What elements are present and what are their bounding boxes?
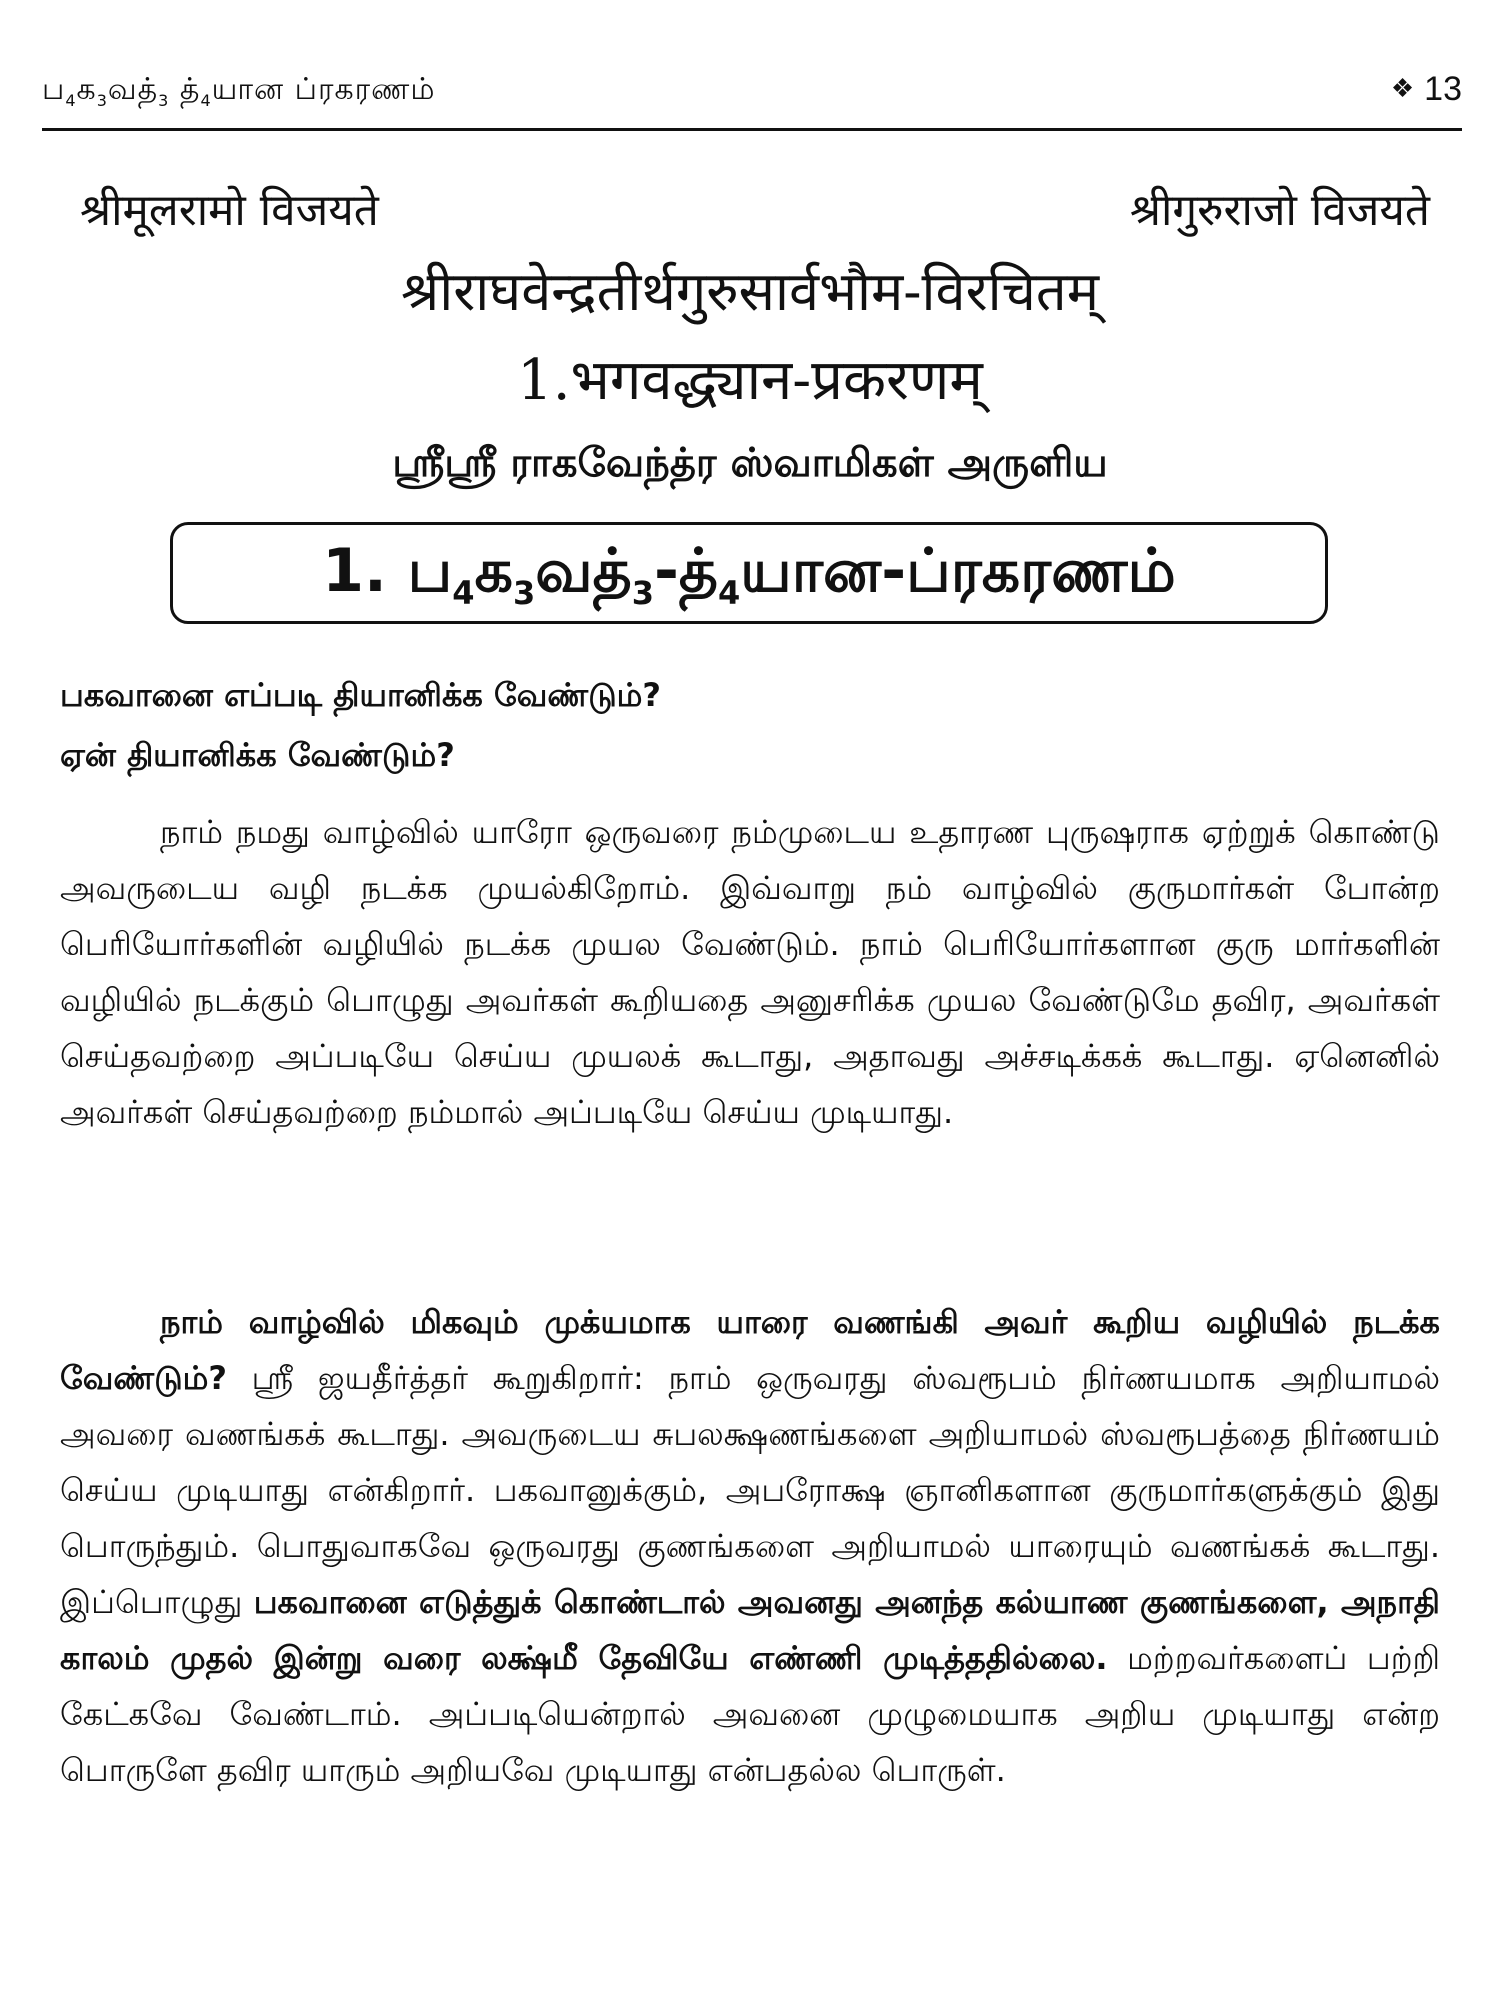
sanskrit-chapter-title: 1.भगवद्ध्यान-प्रकरणम् (517, 348, 983, 413)
body-paragraph-2 (60, 1294, 1440, 1798)
rh-title-part: யான ப்ரகரணம் (211, 72, 436, 107)
paragraph-text: மற்றவர்களைப் பற்றி கேட்கவே வேண்டாம். அப்படியென்றால் அவனை முழுமையாக அறிய முடியாது என்ற பொருளே தவிர யாரும் அறியவே முடியாது என்பதல்ல பொருள். (60, 1639, 1441, 1789)
body-paragraph-1: நாம் நமது வாழ்வில் யாரோ ஒருவரை நம்முடைய உதாரண புருஷராக ஏற்றுக் கொண்டு அவருடைய வழி நடக்க முயல்கிறோம். இவ்வாறு நம் வாழ்வில் குருமார்கள் போன்ற பெரியோர்களின் வழியில் நடக்க முயல வேண்டும். நாம் பெரியோர்களான குரு மார்களின் வழியில் நடக்கும் பொழுது அவர்கள் கூறியதை அனுசரிக்க முயல வேண்டுமே தவிர, அவர்கள் செய்தவற்றை அப்படியே செய்ய முயலக் கூடாது, அதாவது அச்சடிக்கக் கூடாது. ஏனெனில் அவர்கள் செய்தவற்றை நம்மால் அப்படியே செய்ய முடியாது. (60, 813, 1440, 1131)
invocation-left: श्रीमूलरामो विजयते (80, 185, 379, 236)
title-part: 1. ப (322, 536, 453, 606)
ornament-icon: ❖ (1390, 73, 1415, 103)
rh-title-part: ப (42, 72, 66, 107)
title-subscript: 4 (717, 574, 741, 612)
paragraph-text: ஸ்ரீ ஜயதீர்த்தர் கூறுகிறார்: நாம் ஒருவரது ஸ்வரூபம் நிர்ணயமாக அறியாமல் அவரை வணங்கக் கூடாது. அவருடைய சுபலக்ஷணங்களை அறியாமல் ஸ்வரூபத்தை நிர்ணயம் செய்ய முடியாது என்கிறார். பகவானுக்கும், அபரோக்ஷ ஞானிகளான குருமார்களுக்கும் இது பொருந்தும். பொதுவாகவே ஒருவரது குணங்களை அறியாமல் யாரையும் வணங்கக் கூடாது. இப்பொழுது (60, 1359, 1440, 1621)
tamil-subtitle: ஸ்ரீஸ்ரீ ராகவேந்த்ர ஸ்வாமிகள் அருளிய (392, 440, 1108, 486)
paragraph-bold-question: நாம் வாழ்வில் மிகவும் முக்யமாக யாரை வணங்கி அவர் கூறிய வழியில் நடக்க வேண்டும்? (60, 1303, 1440, 1397)
title-part: யான-ப்ரகரணம் (740, 536, 1176, 606)
rh-title-subscript: 4 (65, 91, 77, 110)
title-part: வத் (535, 536, 632, 606)
running-header-title (42, 72, 435, 111)
title-part: க (474, 536, 513, 606)
rh-title-part: த் (169, 72, 201, 107)
title-subscript: 3 (512, 574, 536, 612)
title-subscript: 3 (631, 574, 654, 612)
rh-title-part: வத் (107, 72, 159, 107)
section-question-how: பகவானை எப்படி தியானிக்க வேண்டும்? (60, 676, 661, 714)
paragraph-bold-emphasis: பகவானை எடுத்துக் கொண்டால் அவனது அனந்த கல்யாண குணங்களை, அநாதி காலம் முதல் இன்று வரை லக்ஷ்மீ தேவியே எண்ணி முடித்ததில்லை. (60, 1583, 1441, 1677)
title-part: -த் (654, 536, 718, 606)
rh-title-subscript: 3 (158, 91, 170, 110)
title-subscript: 4 (452, 574, 475, 612)
rh-title-subscript: 3 (96, 91, 108, 110)
page-number (1391, 70, 1462, 109)
running-header (42, 70, 1462, 126)
rh-title-part: க (76, 72, 97, 107)
section-question-why: ஏன் தியானிக்க வேண்டும்? (60, 736, 455, 774)
sanskrit-author-line: श्रीराघवेन्द्रतीर्थगुरुसार्वभौम-विरचितम् (401, 260, 1099, 323)
header-divider (42, 128, 1462, 131)
page-number-value: 13 (1424, 70, 1462, 108)
invocation-right: श्रीगुरुराजो विजयते (1129, 185, 1430, 236)
boxed-chapter-title (170, 522, 1328, 624)
rh-title-subscript: 4 (200, 91, 212, 110)
